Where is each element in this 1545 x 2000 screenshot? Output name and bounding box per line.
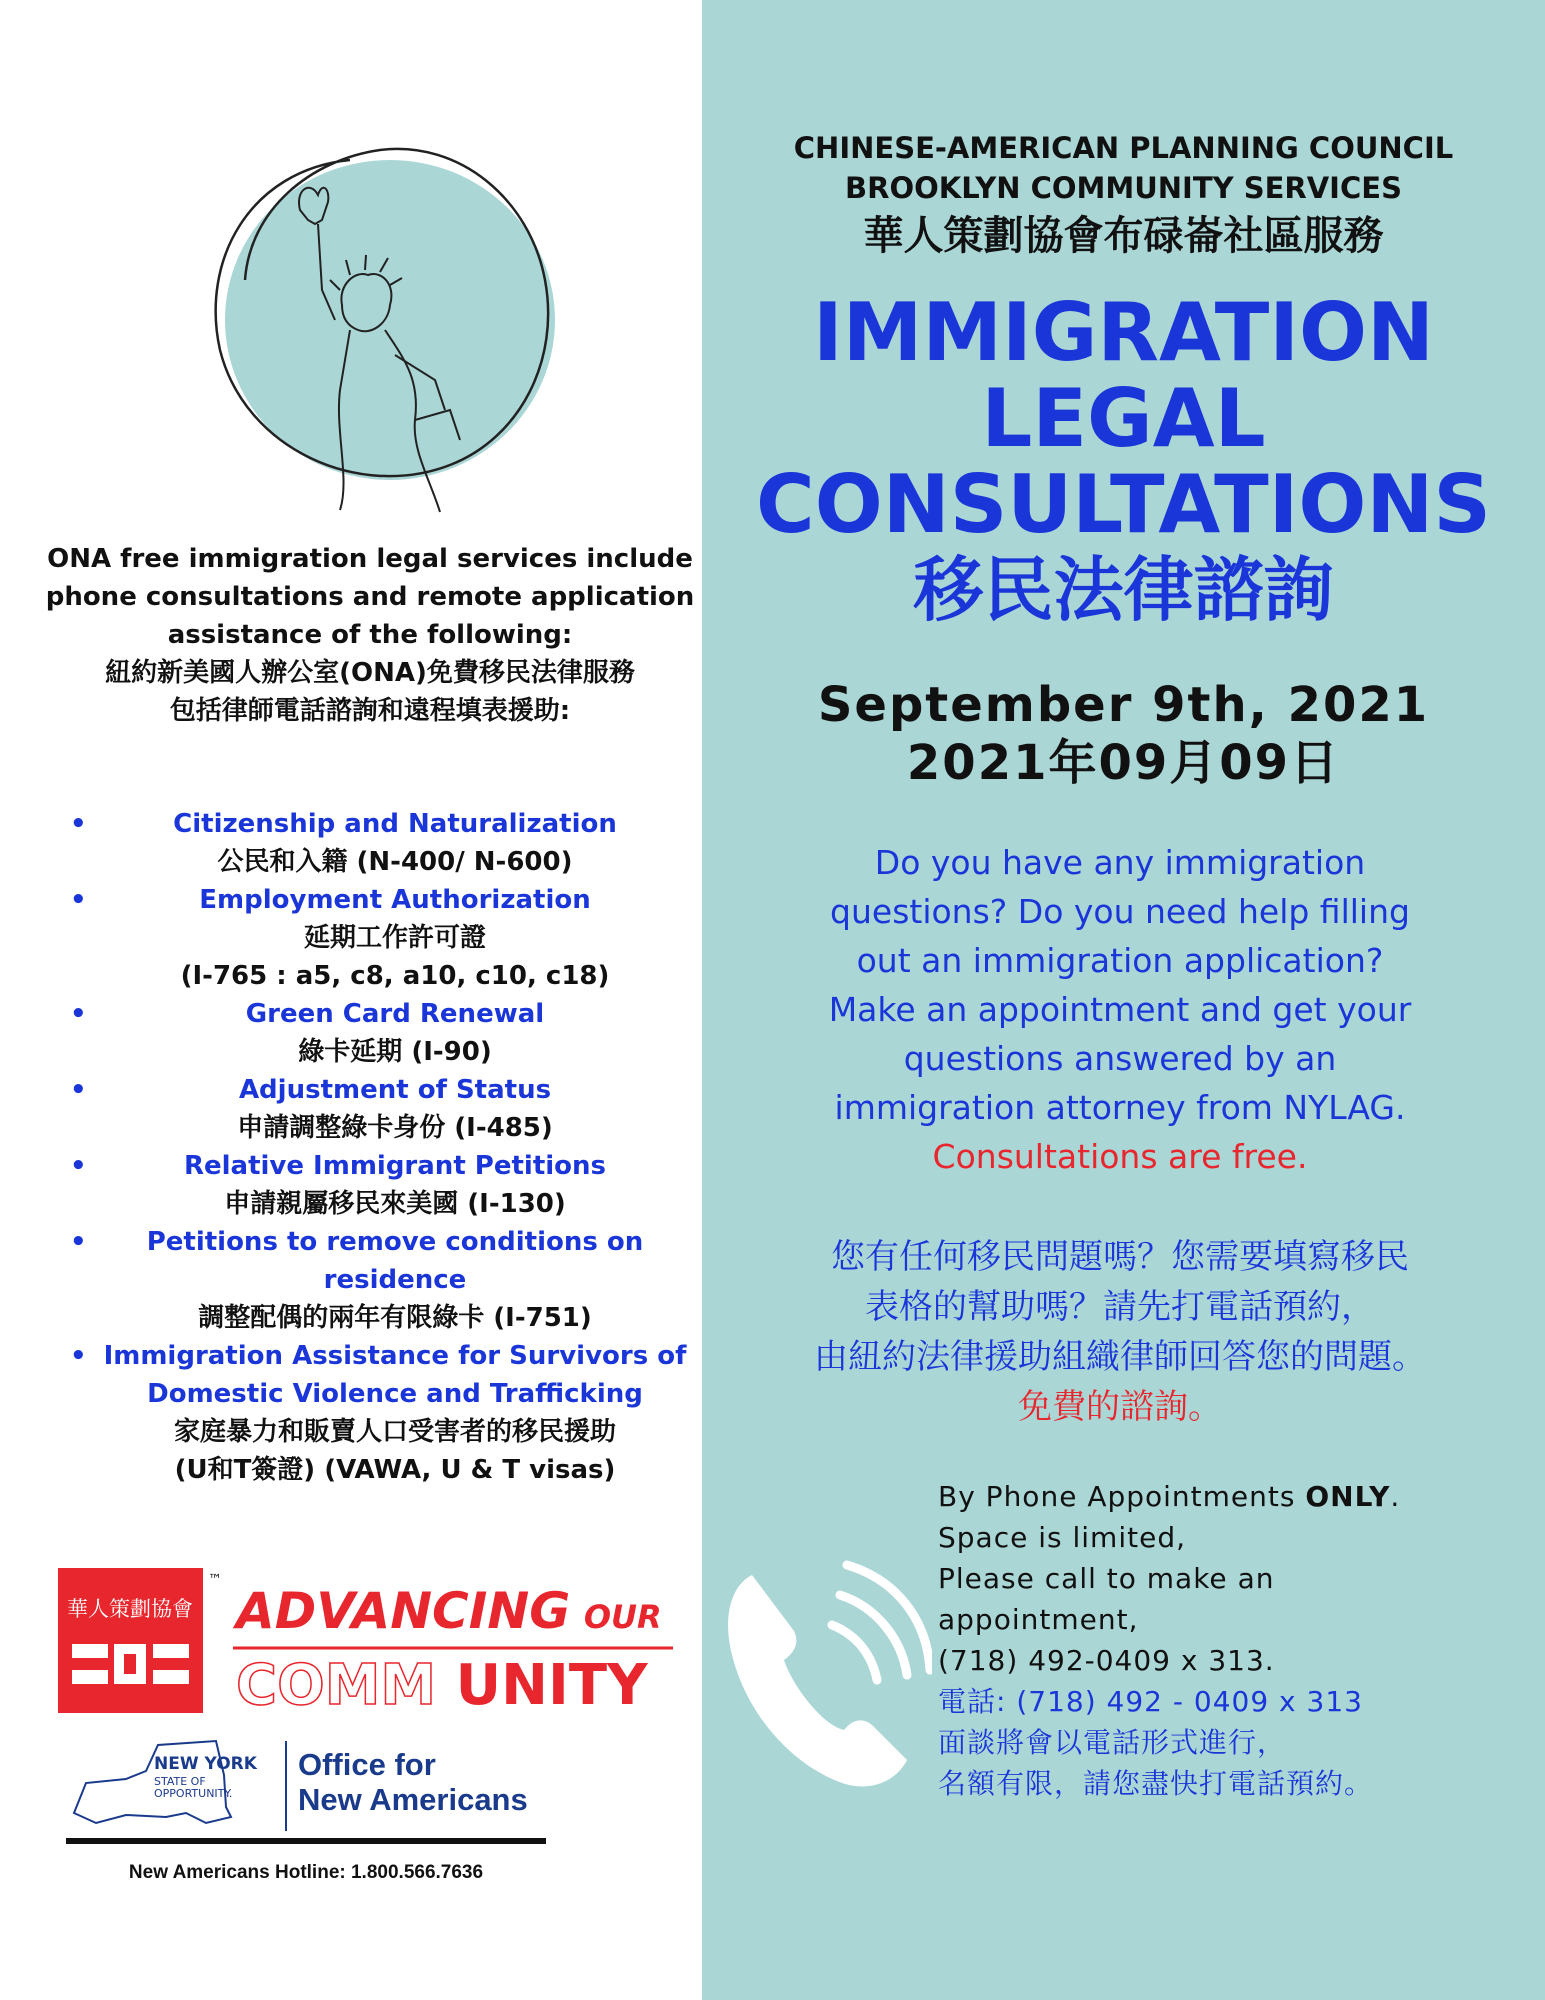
contact-line-4: appointment, [938, 1603, 1139, 1636]
service-name: Immigration Assistance for Survivors of Domestic Violence and Trafficking [103, 1341, 687, 1409]
hotline-divider [66, 1838, 546, 1844]
logo-comm: COMM [236, 1653, 437, 1716]
description-zh-line: 您有任何移民問題嗎？您需要填寫移民 [831, 1237, 1409, 1277]
phone-number: (718) 492-0409 x 313. [938, 1644, 1275, 1677]
svg-text:COMM UNITY [236, 1653, 649, 1716]
organization-header [702, 128, 1545, 264]
date-english: September 9th, 2021 [817, 677, 1430, 733]
title-line-1: IMMIGRATION [812, 286, 1434, 379]
phone-icon [712, 1555, 932, 1795]
service-name: Relative Immigrant Petitions [183, 1151, 607, 1181]
bullet-icon: • [70, 1341, 87, 1371]
left-panel [0, 0, 702, 2000]
service-chinese: 延期工作許可證 (I-765 : a5, c8, a10, c10, c18) [180, 923, 610, 991]
description-line: questions? Do you need help filling [830, 892, 1410, 931]
title-line-3: CONSULTATIONS [756, 458, 1491, 551]
org-line-1: CHINESE-AMERICAN PLANNING COUNCIL [793, 131, 1454, 165]
cpc-logo [58, 1566, 678, 1716]
nys-line-2: STATE OF [154, 1775, 206, 1788]
description-chinese [760, 1232, 1480, 1432]
bullet-icon: • [70, 1075, 87, 1105]
contact-line-1-end: . [1390, 1480, 1401, 1513]
service-item [60, 1337, 700, 1489]
service-chinese: 公民和入籍 (N-400/ N-600) [217, 847, 573, 877]
intro-chinese-line-2: 包括律師電話諮詢和遠程填表援助: [169, 696, 571, 726]
free-consultation-note-zh: 免費的諮詢。 [1018, 1387, 1222, 1427]
service-chinese: 調整配偶的兩年有限綠卡 (I-751) [198, 1303, 592, 1333]
intro-english: ONA free immigration legal services include phone consultations and remote application assistance of the following: [45, 544, 695, 650]
description-line: immigration attorney from NYLAG. [834, 1088, 1406, 1127]
nys-line-3: OPPORTUNITY. [154, 1787, 233, 1800]
bullet-icon: • [70, 999, 87, 1029]
services-list [60, 805, 700, 1489]
logo-advancing: ADVANCING [236, 1582, 571, 1640]
intro-chinese-line-1: 紐約新美國人辦公室(ONA)免費移民法律服務 [105, 658, 635, 688]
org-line-3: 華人策劃協會布碌崙社區服務 [863, 213, 1384, 259]
contact-line-2: Space is limited, [938, 1521, 1186, 1554]
service-item [60, 805, 700, 881]
org-line-2: BROOKLYN COMMUNITY SERVICES [845, 171, 1402, 205]
contact-line-1-text: By Phone Appointments [938, 1480, 1306, 1513]
office-line-2: New Americans [298, 1782, 528, 1817]
service-chinese: 申請親屬移民來美國 (I-130) [224, 1189, 566, 1219]
bullet-icon: • [70, 809, 87, 839]
contact-zh-line-3: 名額有限，請您盡快打電話預約。 [938, 1767, 1374, 1800]
service-chinese: 家庭暴力和販賣人口受害者的移民援助 (U和T簽證) (VAWA, U & T visas) [173, 1417, 616, 1485]
service-item [60, 881, 700, 995]
logo-unity: UNITY [455, 1653, 648, 1716]
description-zh-line: 由紐約法律援助組織律師回答您的問題。 [814, 1337, 1426, 1377]
contact-zh-line-2: 面談將會以電話形式進行， [938, 1726, 1287, 1759]
service-item [60, 1147, 700, 1223]
description-line: questions answered by an [903, 1039, 1337, 1078]
title-chinese: 移民法律諮詢 [913, 549, 1334, 631]
description-english [760, 838, 1480, 1181]
contact-info [938, 1476, 1498, 1804]
description-line: out an immigration application? [856, 941, 1384, 980]
bullet-icon: • [70, 885, 87, 915]
cpc-logo-chinese: 華人策劃協會 [67, 1597, 193, 1621]
service-name: Employment Authorization [199, 885, 591, 915]
service-item [60, 1071, 700, 1147]
services-intro [40, 540, 700, 730]
service-item [60, 1223, 700, 1337]
description-line: Do you have any immigration [874, 843, 1366, 882]
description-zh-line: 表格的幫助嗎？請先打電話預約， [865, 1287, 1375, 1327]
service-name: Petitions to remove conditions on residence [146, 1227, 644, 1295]
trademark-symbol: ™ [208, 1572, 222, 1588]
nys-office-logo [66, 1735, 566, 1835]
service-chinese: 綠卡延期 (I-90) [298, 1037, 492, 1067]
logo-our: OUR [583, 1598, 662, 1636]
phone-number-zh: 電話: (718) 492 - 0409 x 313 [938, 1685, 1363, 1718]
description-line: Make an appointment and get your [828, 990, 1412, 1029]
service-item [60, 995, 700, 1071]
bullet-icon: • [70, 1151, 87, 1181]
service-chinese: 申請調整綠卡身份 (I-485) [237, 1113, 553, 1143]
date-chinese: 2021年09月09日 [906, 735, 1341, 791]
free-consultation-note: Consultations are free. [932, 1137, 1308, 1176]
hotline-text: New Americans Hotline: 1.800.566.7636 [128, 1862, 484, 1883]
only-emphasis: ONLY [1305, 1480, 1391, 1513]
contact-line-3: Please call to make an [938, 1562, 1275, 1595]
title-line-2: LEGAL [981, 372, 1266, 465]
event-date [702, 676, 1545, 792]
service-name: Green Card Renewal [245, 999, 545, 1029]
svg-text:ADVANCING OUR [232, 1582, 662, 1640]
statue-of-liberty-illustration [190, 120, 570, 520]
nys-line-1: NEW YORK [154, 1754, 257, 1774]
office-line-1: Office for [298, 1747, 436, 1782]
service-name: Adjustment of Status [238, 1075, 552, 1105]
bullet-icon: • [70, 1227, 87, 1257]
service-name: Citizenship and Naturalization [173, 809, 617, 839]
main-title [702, 286, 1545, 632]
contact-line-1 [938, 1476, 1498, 1517]
